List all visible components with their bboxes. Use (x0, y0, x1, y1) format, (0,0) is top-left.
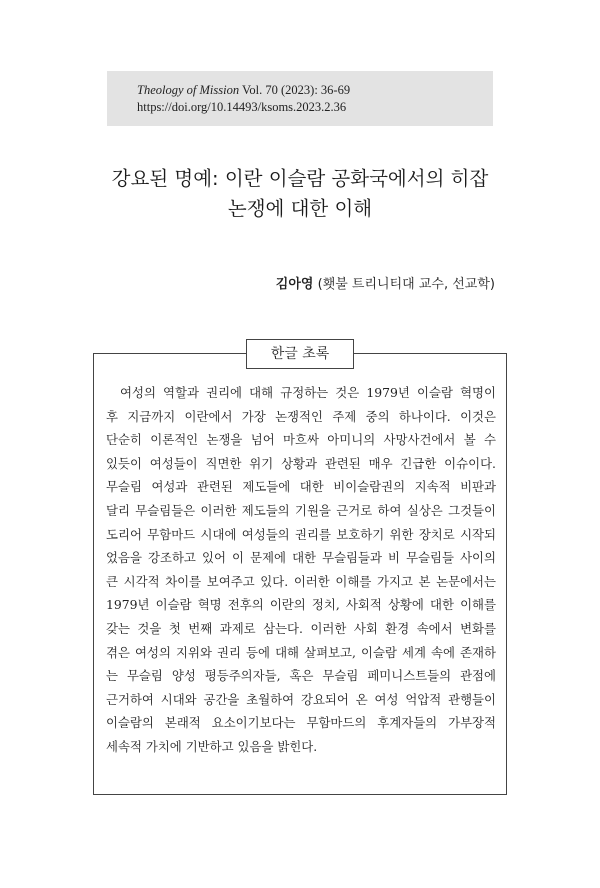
abstract-line: 있듯이 여성들이 직면한 위기 상황과 관련된 매우 긴급한 이슈이다. (106, 455, 496, 471)
abstract-line: 큰 시각적 차이를 보여주고 있다. 이러한 이해를 가지고 본 논문에서는 (106, 573, 496, 589)
author-affiliation: (횃불 트리니티대 교수, 선교학) (313, 277, 495, 292)
journal-volume: Vol. 70 (2023): 36-69 (239, 83, 351, 97)
abstract-line: 무슬림 여성과 관련된 제도들에 대한 비이슬람권의 지속적 비판과 (106, 479, 496, 495)
abstract-line: 달리 무슬림들은 이러한 제도들의 기원을 근거로 하여 실상은 그것들이 (106, 502, 496, 518)
abstract-line: 1979년 이슬람 혁명 전후의 이란의 정치, 사회적 상황에 대한 이해를 (106, 597, 496, 613)
abstract-line: 세속적 가치에 기반하고 있음을 밝힌다. (106, 738, 318, 754)
paper-title-line2: 논쟁에 대한 이해 (227, 197, 373, 220)
abstract-line: 이슬람의 본래적 요소이기보다는 무함마드의 후계자들의 가부장적 (106, 715, 496, 731)
author-name: 김아영 (275, 277, 314, 292)
abstract-line: 는 무슬림 양성 평등주의자들, 혹은 무슬림 페미니스트들의 관점에 (106, 668, 496, 684)
abstract-text (106, 381, 496, 759)
journal-citation (137, 82, 493, 99)
paper-title-line1: 강요된 명예: 이란 이슬람 공화국에서의 히잡 (111, 167, 489, 190)
abstract-line: 갖는 것을 첫 번째 과제로 삼는다. 이러한 사회 환경 속에서 변화를 (106, 620, 496, 636)
abstract-line: 후 지금까지 이란에서 가장 논쟁적인 주제 중의 하나이다. 이것은 (106, 408, 496, 424)
paper-title (0, 164, 600, 224)
journal-doi: https://doi.org/10.14493/ksoms.2023.2.36 (137, 100, 347, 114)
journal-info-box (107, 71, 493, 126)
journal-name: Theology of Mission (137, 83, 240, 97)
abstract-line: 겪은 여성의 지위와 권리 등에 대해 살펴보고, 이슬람 세계 속에 존재하 (106, 644, 496, 660)
abstract-line: 여성의 역할과 권리에 대해 규정하는 것은 1979년 이슬람 혁명이 (120, 385, 496, 400)
abstract-line: 단순히 이론적인 논쟁을 넘어 마흐싸 아미니의 사망사건에서 볼 수 (106, 432, 496, 448)
abstract-label: 한글 초록 (246, 339, 354, 369)
abstract-line: 었음을 강조하고 있어 이 문제에 대한 무슬림들과 비 무슬림들 사이의 (106, 550, 496, 566)
abstract-line: 근거하여 시대와 공간을 초월하여 강요되어 온 여성 억압적 관행들이 (106, 691, 496, 707)
author-line (276, 273, 495, 292)
abstract-line: 도리어 무함마드 시대에 여성들의 권리를 보호하기 위한 장치로 시작되 (106, 526, 496, 542)
